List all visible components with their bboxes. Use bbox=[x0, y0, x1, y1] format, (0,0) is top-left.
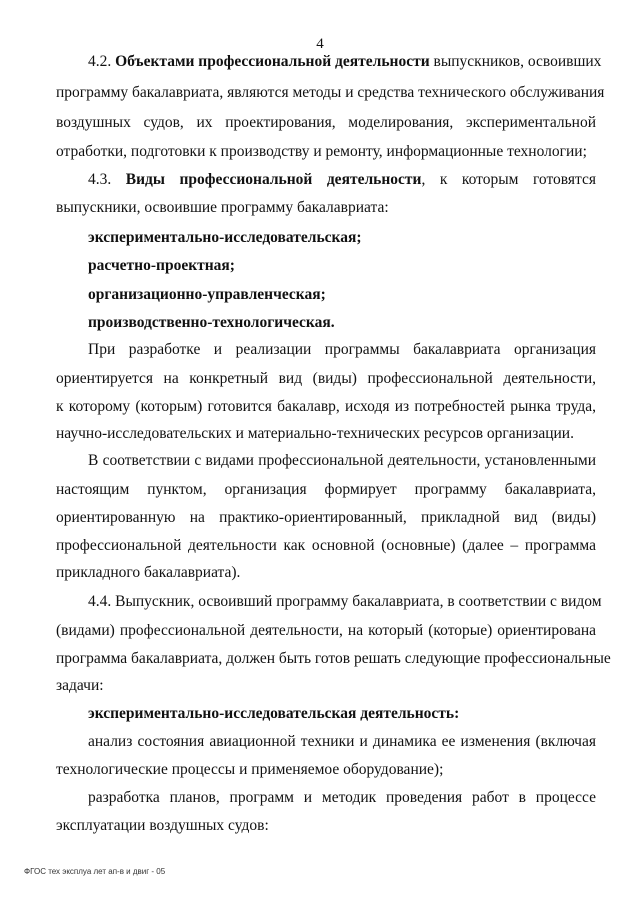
text-line: ориентируется на конкретный вид (виды) профессиональной деятельности, bbox=[56, 370, 596, 387]
text-line: разработка планов, программ и методик проведения работ в процессе bbox=[88, 789, 596, 806]
footer-note: ФГОС тех эксплуа лет ап-в и двиг - 05 bbox=[24, 867, 166, 876]
text-line: В соответствии с видами профессиональной деятельности, установленными bbox=[88, 452, 596, 469]
text-line: отработки, подготовки к производству и ремонту, информационные технологии; bbox=[56, 143, 587, 160]
text-line: научно-исследовательских и материально-технических ресурсов организации. bbox=[56, 425, 574, 442]
text-line: профессиональной деятельности как основной (основные) (далее – программа bbox=[56, 537, 596, 554]
text-line: прикладного бакалавриата). bbox=[56, 564, 241, 581]
text-run: выпускников, освоивших bbox=[429, 53, 602, 70]
text-line: технологические процессы и применяемое оборудование); bbox=[56, 761, 444, 778]
activity-kind: производственно-технологическая. bbox=[88, 314, 335, 331]
text-line: ориентированную на практико-ориентированный, прикладной вид (виды) bbox=[56, 509, 596, 526]
text-line: При разработке и реализации программы бакалавриата организация bbox=[88, 341, 596, 358]
text-line: (видами) профессиональной деятельности, на который (которые) ориентирована bbox=[56, 622, 596, 639]
bold-term: Объектами профессиональной деятельности bbox=[115, 53, 430, 70]
text-line: эксплуатации воздушных судов: bbox=[56, 817, 269, 834]
text-line: выпускники, освоившие программу бакалавриата: bbox=[56, 199, 389, 216]
activity-kind: экспериментально-исследовательская; bbox=[88, 229, 362, 246]
text-line: настоящим пунктом, организация формирует программу бакалавриата, bbox=[56, 481, 596, 498]
text-line: к которому (которым) готовится бакалавр, исходя из потребностей рынка труда, bbox=[56, 398, 596, 415]
activity-heading: экспериментально-исследовательская деятельность: bbox=[88, 705, 460, 722]
text-line: воздушных судов, их проектирования, моделирования, экспериментальной bbox=[56, 114, 596, 131]
section-4-3-line-1 bbox=[88, 170, 596, 190]
activity-kind: расчетно-проектная; bbox=[88, 257, 235, 274]
text-line: программу бакалавриата, являются методы и средства технического обслуживания bbox=[56, 84, 605, 101]
text-run: , к которым готовятся bbox=[421, 171, 597, 188]
section-4-4-line-1: 4.4. Выпускник, освоивший программу бакалавриата, в соответствии с видом bbox=[88, 593, 602, 610]
section-number: 4.3. bbox=[88, 171, 126, 188]
activity-kind: организационно-управленческая; bbox=[88, 286, 326, 303]
section-number: 4.2. bbox=[88, 53, 116, 70]
text-line: программа бакалавриата, должен быть готов решать следующие профессиональные bbox=[56, 650, 611, 667]
section-4-2-line-1 bbox=[88, 52, 602, 72]
bold-term: Виды профессиональной деятельности bbox=[125, 171, 422, 188]
text-line: задачи: bbox=[56, 677, 104, 694]
text-line: анализ состояния авиационной техники и динамика ее изменения (включая bbox=[88, 733, 596, 750]
page-number: 4 bbox=[316, 36, 324, 52]
